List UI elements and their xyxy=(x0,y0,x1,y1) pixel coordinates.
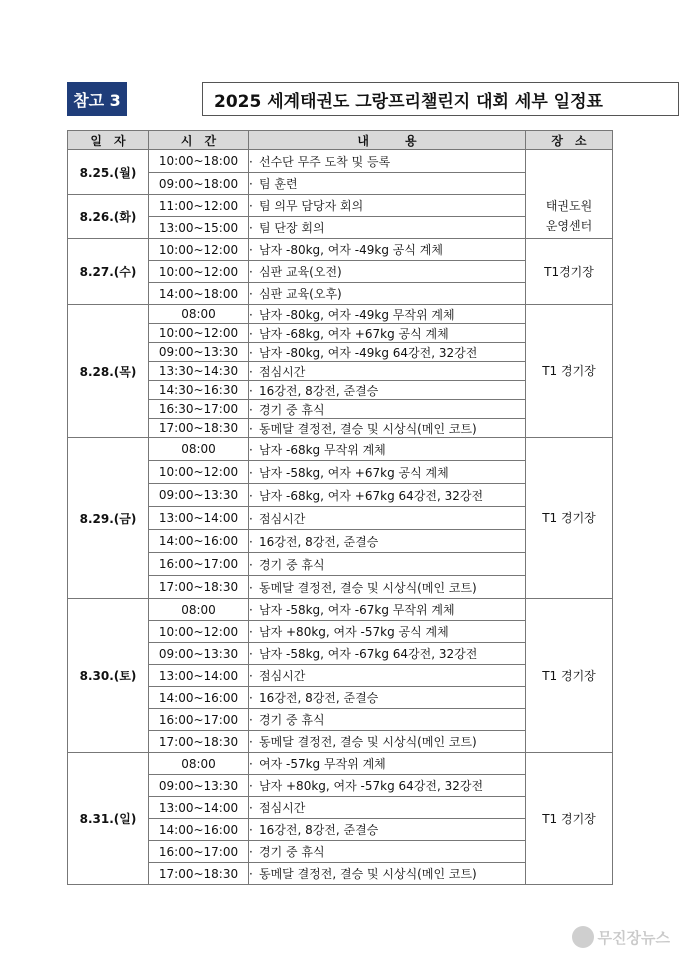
content-cell xyxy=(249,599,526,621)
time-cell: 08:00 xyxy=(149,753,249,775)
content-text: 남자 -58kg, 여자 +67kg 공식 계체 xyxy=(259,465,449,480)
bullet-icon: · xyxy=(249,669,253,683)
venue-cell: T1 경기장 xyxy=(526,305,613,438)
bullet-icon: · xyxy=(249,326,253,341)
bullet-icon: · xyxy=(249,580,253,595)
content-cell xyxy=(249,753,526,775)
document-title xyxy=(67,82,603,116)
content-cell xyxy=(249,841,526,863)
content-cell xyxy=(249,731,526,753)
venue-line: 태권도원 xyxy=(545,199,593,213)
schedule-body xyxy=(68,150,613,885)
content-text: 남자 -80kg, 여자 -49kg 공식 계체 xyxy=(259,243,443,257)
bullet-icon: · xyxy=(249,287,253,301)
content-text: 동메달 결정전, 결승 및 시상식(메인 코트) xyxy=(259,580,477,595)
time-cell: 13:30~14:30 xyxy=(149,362,249,381)
content-text: 남자 -58kg, 여자 -67kg 무작위 계체 xyxy=(259,603,455,617)
content-text: 경기 중 휴식 xyxy=(259,402,325,417)
content-cell xyxy=(249,709,526,731)
content-cell xyxy=(249,530,526,553)
header-row xyxy=(68,131,613,150)
bullet-icon: · xyxy=(249,442,253,457)
content-cell xyxy=(249,507,526,530)
content-text: 선수단 무주 도착 및 등록 xyxy=(259,154,391,169)
title-text: 2025 세계태권도 그랑프리챌린지 대회 세부 일정표 xyxy=(202,82,679,116)
time-cell: 10:00~12:00 xyxy=(149,239,249,261)
content-cell xyxy=(249,484,526,507)
content-cell xyxy=(249,381,526,400)
bullet-icon: · xyxy=(249,801,253,815)
schedule-table xyxy=(67,130,613,885)
schedule-row xyxy=(68,599,613,621)
bullet-icon: · xyxy=(249,307,253,322)
bullet-icon: · xyxy=(249,779,253,793)
content-text: 경기 중 휴식 xyxy=(259,557,325,572)
time-cell: 14:00~18:00 xyxy=(149,283,249,305)
content-cell xyxy=(249,576,526,599)
time-cell: 10:00~12:00 xyxy=(149,261,249,283)
bullet-icon: · xyxy=(249,465,253,480)
bullet-icon: · xyxy=(249,557,253,572)
time-cell: 09:00~13:30 xyxy=(149,343,249,362)
schedule-row xyxy=(68,753,613,775)
content-text: 팀 훈련 xyxy=(259,177,298,191)
watermark-logo-icon xyxy=(572,926,594,948)
date-cell: 8.30.(토) xyxy=(68,599,149,753)
venue-cell: T1경기장 xyxy=(526,239,613,305)
bullet-icon: · xyxy=(249,154,253,169)
bullet-icon: · xyxy=(249,177,253,191)
bullet-icon: · xyxy=(249,345,253,360)
time-cell: 14:00~16:00 xyxy=(149,530,249,553)
content-cell xyxy=(249,438,526,461)
time-cell: 08:00 xyxy=(149,305,249,324)
content-text: 남자 -80kg, 여자 -49kg 64강전, 32강전 xyxy=(259,345,478,360)
content-cell xyxy=(249,195,526,217)
schedule-row xyxy=(68,150,613,173)
time-cell: 11:00~12:00 xyxy=(149,195,249,217)
time-cell: 13:00~14:00 xyxy=(149,665,249,687)
time-cell: 16:00~17:00 xyxy=(149,553,249,576)
content-text: 남자 -68kg, 여자 +67kg 64강전, 32강전 xyxy=(259,488,484,503)
date-cell: 8.28.(목) xyxy=(68,305,149,438)
time-cell: 13:00~15:00 xyxy=(149,217,249,239)
time-cell: 10:00~18:00 xyxy=(149,150,249,173)
content-cell xyxy=(249,819,526,841)
bullet-icon: · xyxy=(249,625,253,639)
content-text: 점심시간 xyxy=(259,364,306,379)
venue-cell: T1 경기장 xyxy=(526,599,613,753)
time-cell: 09:00~13:30 xyxy=(149,775,249,797)
bullet-icon: · xyxy=(249,867,253,881)
bullet-icon: · xyxy=(249,647,253,661)
time-cell: 10:00~12:00 xyxy=(149,324,249,343)
content-text: 경기 중 휴식 xyxy=(259,845,325,859)
content-cell xyxy=(249,553,526,576)
bullet-icon: · xyxy=(249,421,253,436)
header-venue: 장 소 xyxy=(526,131,613,150)
venue-cell: T1 경기장 xyxy=(526,753,613,885)
content-cell xyxy=(249,665,526,687)
header-content: 내 용 xyxy=(249,131,526,150)
bullet-icon: · xyxy=(249,243,253,257)
time-cell: 10:00~12:00 xyxy=(149,621,249,643)
schedule-row xyxy=(68,438,613,461)
watermark xyxy=(572,926,670,948)
content-cell xyxy=(249,305,526,324)
content-text: 16강전, 8강전, 준결승 xyxy=(259,691,379,705)
header-date: 일 자 xyxy=(68,131,149,150)
content-cell xyxy=(249,283,526,305)
reference-tag: 참고 3 xyxy=(67,82,127,116)
bullet-icon: · xyxy=(249,199,253,213)
time-cell: 09:00~13:30 xyxy=(149,643,249,665)
content-text: 경기 중 휴식 xyxy=(259,713,325,727)
content-cell xyxy=(249,419,526,438)
bullet-icon: · xyxy=(249,383,253,398)
content-cell xyxy=(249,621,526,643)
content-cell xyxy=(249,687,526,709)
date-cell: 8.26.(화) xyxy=(68,195,149,239)
content-cell xyxy=(249,343,526,362)
bullet-icon: · xyxy=(249,488,253,503)
schedule-row xyxy=(68,305,613,324)
time-cell: 17:00~18:30 xyxy=(149,576,249,599)
bullet-icon: · xyxy=(249,713,253,727)
content-cell xyxy=(249,362,526,381)
time-cell: 16:00~17:00 xyxy=(149,841,249,863)
time-cell: 14:00~16:00 xyxy=(149,687,249,709)
bullet-icon: · xyxy=(249,845,253,859)
content-cell xyxy=(249,239,526,261)
content-text: 동메달 결정전, 결승 및 시상식(메인 코트) xyxy=(259,735,477,749)
content-text: 동메달 결정전, 결승 및 시상식(메인 코트) xyxy=(259,421,477,436)
content-text: 16강전, 8강전, 준결승 xyxy=(259,383,379,398)
time-cell: 08:00 xyxy=(149,599,249,621)
content-text: 점심시간 xyxy=(259,801,306,815)
content-text: 여자 -57kg 무작위 계체 xyxy=(259,757,386,771)
time-cell: 13:00~14:00 xyxy=(149,797,249,819)
content-text: 동메달 결정전, 결승 및 시상식(메인 코트) xyxy=(259,867,477,881)
venue-line: 운영센터 xyxy=(545,219,593,233)
content-cell xyxy=(249,261,526,283)
schedule-row xyxy=(68,239,613,261)
bullet-icon: · xyxy=(249,221,253,235)
venue-cell xyxy=(526,150,613,239)
bullet-icon: · xyxy=(249,511,253,526)
time-cell: 17:00~18:30 xyxy=(149,419,249,438)
bullet-icon: · xyxy=(249,364,253,379)
content-text: 남자 +80kg, 여자 -57kg 64강전, 32강전 xyxy=(259,779,484,793)
watermark-text: 무진장뉴스 xyxy=(597,928,670,947)
venue-cell: T1 경기장 xyxy=(526,438,613,599)
content-text: 심판 교육(오전) xyxy=(259,265,342,279)
time-cell: 13:00~14:00 xyxy=(149,507,249,530)
time-cell: 16:00~17:00 xyxy=(149,709,249,731)
content-text: 남자 -68kg 무작위 계체 xyxy=(259,442,386,457)
time-cell: 14:30~16:30 xyxy=(149,381,249,400)
content-text: 점심시간 xyxy=(259,511,306,526)
bullet-icon: · xyxy=(249,757,253,771)
content-text: 남자 +80kg, 여자 -57kg 공식 계체 xyxy=(259,625,449,639)
content-cell xyxy=(249,863,526,885)
content-cell xyxy=(249,797,526,819)
content-text: 남자 -80kg, 여자 -49kg 무작위 계체 xyxy=(259,307,455,322)
content-cell xyxy=(249,150,526,173)
bullet-icon: · xyxy=(249,534,253,549)
bullet-icon: · xyxy=(249,265,253,279)
time-cell: 14:00~16:00 xyxy=(149,819,249,841)
time-cell: 10:00~12:00 xyxy=(149,461,249,484)
content-text: 점심시간 xyxy=(259,669,306,683)
content-cell xyxy=(249,643,526,665)
content-text: 16강전, 8강전, 준결승 xyxy=(259,823,379,837)
content-text: 팀 의무 담당자 회의 xyxy=(259,199,364,213)
date-cell: 8.31.(일) xyxy=(68,753,149,885)
date-cell: 8.29.(금) xyxy=(68,438,149,599)
time-cell: 17:00~18:30 xyxy=(149,731,249,753)
bullet-icon: · xyxy=(249,691,253,705)
content-cell xyxy=(249,217,526,239)
date-cell: 8.27.(수) xyxy=(68,239,149,305)
time-cell: 09:00~18:00 xyxy=(149,173,249,195)
bullet-icon: · xyxy=(249,823,253,837)
content-text: 팀 단장 회의 xyxy=(259,221,325,235)
date-cell: 8.25.(월) xyxy=(68,150,149,195)
content-cell xyxy=(249,400,526,419)
header-time: 시 간 xyxy=(149,131,249,150)
bullet-icon: · xyxy=(249,603,253,617)
bullet-icon: · xyxy=(249,402,253,417)
content-text: 남자 -68kg, 여자 +67kg 공식 계체 xyxy=(259,326,449,341)
content-cell xyxy=(249,775,526,797)
content-cell xyxy=(249,173,526,195)
content-cell xyxy=(249,324,526,343)
content-text: 남자 -58kg, 여자 -67kg 64강전, 32강전 xyxy=(259,647,478,661)
time-cell: 09:00~13:30 xyxy=(149,484,249,507)
time-cell: 08:00 xyxy=(149,438,249,461)
content-text: 심판 교육(오후) xyxy=(259,287,342,301)
time-cell: 16:30~17:00 xyxy=(149,400,249,419)
content-cell xyxy=(249,461,526,484)
bullet-icon: · xyxy=(249,735,253,749)
content-text: 16강전, 8강전, 준결승 xyxy=(259,534,379,549)
time-cell: 17:00~18:30 xyxy=(149,863,249,885)
